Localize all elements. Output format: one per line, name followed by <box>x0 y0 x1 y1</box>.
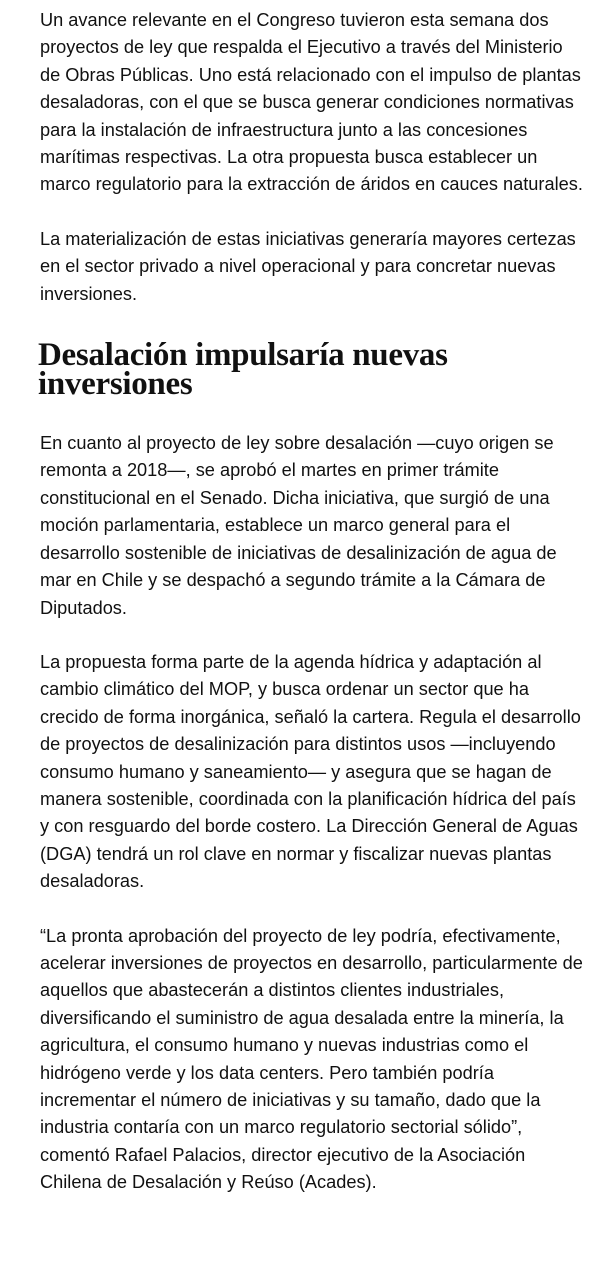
paragraph-materializacion: La materialización de estas iniciativas generaría mayores certezas en el sector privado a nivel operacional y para concretar nuevas inversiones. <box>40 228 576 304</box>
paragraph-proyecto-desalacion: En cuanto al proyecto de ley sobre desalación —cuyo origen se remonta a 2018—, se aprobó el martes en primer trámite constitucional en el Senado. Dicha iniciativa, que surgió de una moción parlamentaria, establece un marco general para el desarrollo sostenible de iniciativas de desalinización de agua de mar en Chile y se despachó a segundo trámite a la Cámara de Diputados. <box>40 433 557 618</box>
section-heading: Desalación impulsaría nuevas inversiones <box>38 337 448 403</box>
paragraph-intro: Un avance relevante en el Congreso tuvieron esta semana dos proyectos de ley que respalda el Ejecutivo a través del Ministerio de Obras Públicas. Uno está relacionado con el impulso de plantas desaladoras, con el que se busca generar condiciones normativas para la instalación de infraestructura junto a las concesiones marítimas respectivas. La otra propuesta busca establecer un marco regulatorio para la extracción de áridos en cauces naturales. <box>40 10 583 195</box>
paragraph-agenda-hidrica: La propuesta forma parte de la agenda hídrica y adaptación al cambio climático del MOP, y busca ordenar un sector que ha crecido de forma inorgánica, señaló la cartera. Regula el desarrollo de proyectos de desalinización para distintos usos —incluyendo consumo humano y saneamiento— y asegura que se hagan de manera sostenible, coordinada con la planificación hídrica del país y con resguardo del borde costero. La Dirección General de Aguas (DGA) tendrá un rol clave en normar y fiscalizar nuevas plantas desaladoras. <box>40 651 581 892</box>
paragraph-quote-palacios: “La pronta aprobación del proyecto de ley podría, efectivamente, acelerar inversiones de proyectos en desarrollo, particularmente de aquellos que abastecerán a distintos clientes industriales, diversificando el suministro de agua desalada entre la minería, la agricultura, el consumo humano y nuevas industrias como el hidrógeno verde y los data centers. Pero también podría incrementar el número de iniciativas y su tamaño, dado que la industria contaría con un marco regulatorio sectorial sólido”, comentó Rafael Palacios, director ejecutivo de la Asociación Chilena de Desalación y Reúso (Acades). <box>40 925 583 1193</box>
article-body <box>40 7 585 1197</box>
